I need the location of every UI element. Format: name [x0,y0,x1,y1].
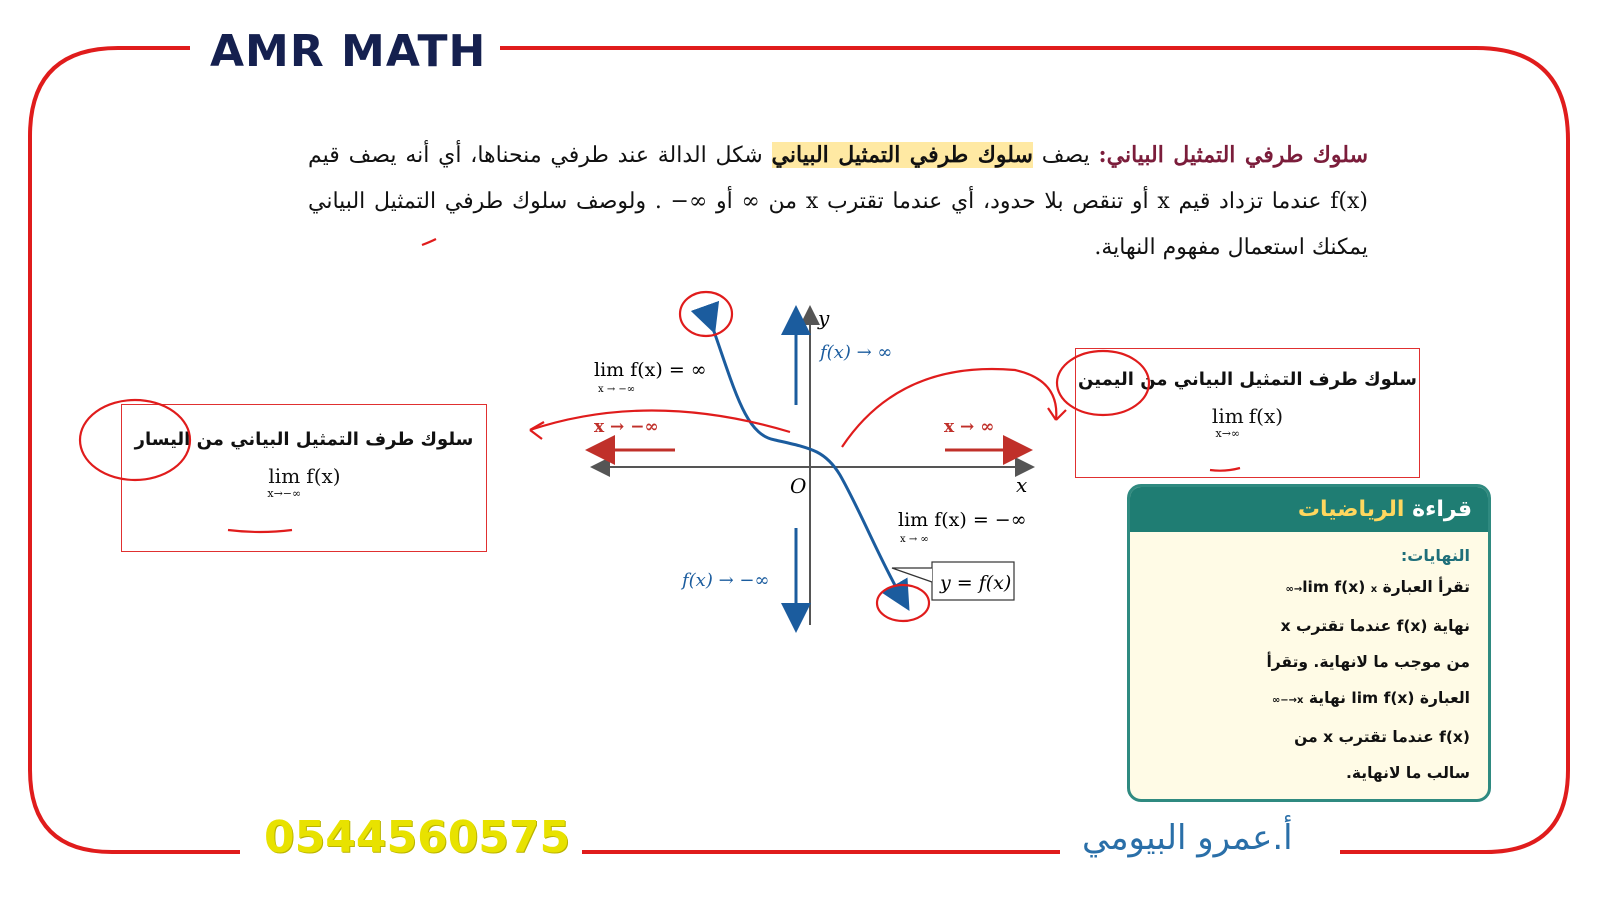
svg-text:x → ∞: x → ∞ [900,534,929,545]
definition-term: سلوك طرفي التمثيل البياني: [1098,142,1369,168]
reading-line-4: العبارة lim f(x) نهاية x→−∞ [1271,689,1470,707]
x-axis-label: x [1016,473,1028,497]
fx-down-label: f(x) → −∞ [682,570,770,591]
left-box-expr: f(x) [306,464,341,488]
reading-body [1130,565,1488,795]
curve-label: y = f(x) [940,572,1012,594]
math-reading-box [1127,484,1491,802]
reading-subtitle: النهايات: [1400,546,1470,565]
reading-line-3: من موجب ما لانهاية. وتقرأ [1266,653,1470,671]
end-behavior-graph [560,300,1060,640]
fx-up-label: f(x) → ∞ [820,342,893,363]
author-name: أ.عمرو البيومي [1068,818,1307,858]
definition-paragraph [308,132,1368,271]
left-end-behavior-box [121,404,487,552]
svg-text:x → −∞: x → −∞ [598,384,636,395]
right-end-behavior-box [1075,348,1420,478]
right-box-expr: f(x) [1248,404,1284,428]
right-box-title: سلوك طرف التمثيل البياني من اليمين [1078,369,1417,390]
reading-header: قراءة الرياضيات [1130,487,1488,532]
definition-highlight: سلوك طرفي التمثيل البياني [771,142,1033,168]
top-left-limit: lim f(x) = ∞ [594,359,707,381]
definition-body: شكل الدالة عند طرفي منحناها، أي أنه يصف قيم f(x) عندما تزداد قيم x أو تنقص بلا حدود، أي عندما تقترب x من ∞ أو ∞− . ولوصف سلوك طرفي التمثيل البياني يمكنك استعمال مفهوم النهاية. [308,143,1368,260]
phone-number: 0544560575 [252,812,582,863]
left-box-limit: lim x→−∞ [267,464,302,500]
definition-intro: يصف [1032,143,1099,168]
reading-line-1: تقرأ العبارة lim f(x) x→∞ [1285,578,1470,596]
reading-line-6: سالب ما لانهاية. [1345,764,1470,782]
reading-line-5: f(x) عندما تقترب x من [1294,728,1470,746]
right-box-limit: lim x→∞ [1211,404,1244,440]
origin-label: O [790,474,807,498]
reading-line-2: نهاية f(x) عندما تقترب x [1280,617,1470,635]
x-left-label: x → −∞ [594,417,659,437]
left-box-title: سلوك طرف التمثيل البياني من اليسار [134,429,474,450]
bottom-right-limit: lim f(x) = −∞ [898,509,1027,531]
y-axis-label: y [818,306,830,330]
brand-title: AMR MATH [196,26,500,77]
x-right-label: x → ∞ [944,417,995,437]
